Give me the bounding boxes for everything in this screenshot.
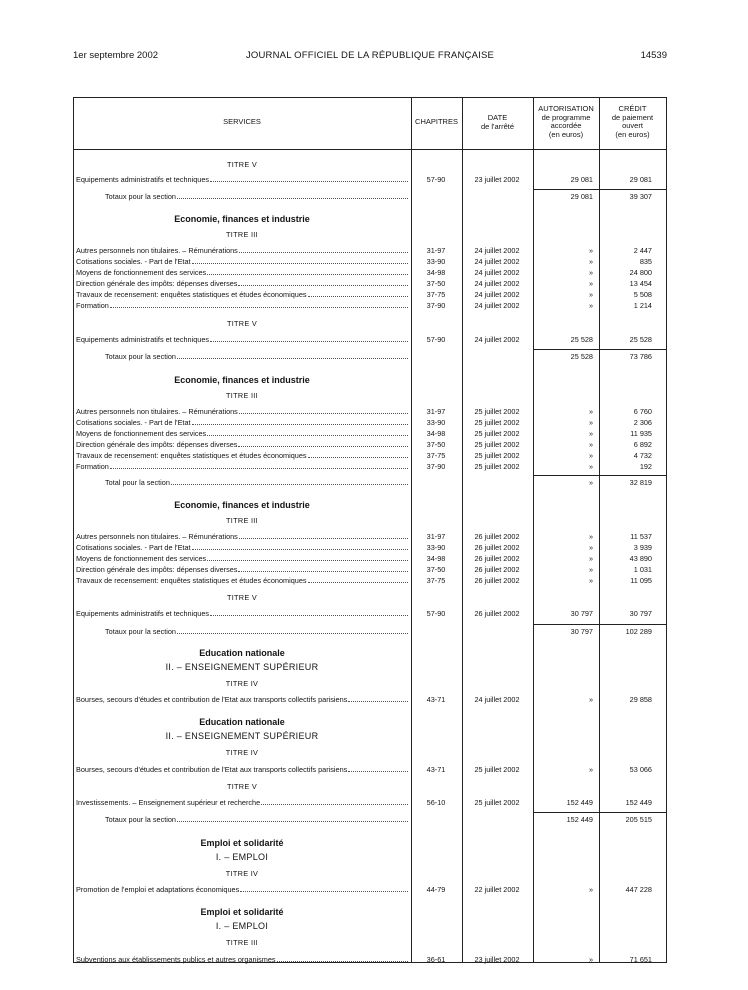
row-label-text: Cotisations sociales. - Part de l'Etat xyxy=(76,418,191,427)
journal-title: JOURNAL OFFICIEL DE LA RÉPUBLIQUE FRANÇAISE xyxy=(245,50,495,61)
row-label-text: Totaux pour la section xyxy=(105,815,176,824)
date-cell: 24 juillet 2002 xyxy=(474,290,520,299)
leader-dots xyxy=(207,429,408,436)
credit-cell: 1 214 xyxy=(633,301,652,310)
total-row-label xyxy=(105,192,409,201)
credit-cell: 4 732 xyxy=(633,451,652,460)
credit-cell: 11 935 xyxy=(630,429,652,438)
table-row-label xyxy=(76,246,409,255)
autorisation-cell: » xyxy=(588,576,593,585)
leader-dots xyxy=(308,576,408,583)
leader-dots xyxy=(238,440,408,447)
leader-dots xyxy=(210,175,408,182)
leader-dots xyxy=(177,192,408,199)
date-cell: 23 juillet 2002 xyxy=(474,955,520,964)
row-label-text: Direction générale des impôts: dépenses diverses xyxy=(76,279,238,288)
credit-cell: 3 939 xyxy=(633,543,652,552)
date-cell: 25 juillet 2002 xyxy=(474,451,520,460)
credit-cell: 73 786 xyxy=(629,352,652,361)
date-cell: 26 juillet 2002 xyxy=(474,576,520,585)
row-label-text: Equipements administratifs et techniques xyxy=(76,175,210,184)
date-cell: 25 juillet 2002 xyxy=(474,429,520,438)
credit-cell: 24 800 xyxy=(629,268,652,277)
autorisation-cell: » xyxy=(588,246,593,255)
autorisation-cell: 25 528 xyxy=(570,352,593,361)
chapitre-cell: 37-50 xyxy=(426,565,446,574)
titre-heading: TITRE III xyxy=(226,230,258,239)
date-cell: 24 juillet 2002 xyxy=(474,246,520,255)
leader-dots xyxy=(177,352,408,359)
total-rule xyxy=(533,189,666,190)
chapitre-cell: 37-75 xyxy=(426,290,446,299)
table-row-label xyxy=(76,451,409,460)
col-header-services: SERVICES xyxy=(223,117,261,126)
date-cell: 23 juillet 2002 xyxy=(474,175,520,184)
table-row-label xyxy=(76,175,409,184)
chapitre-cell: 34-98 xyxy=(426,554,446,563)
date-cell: 24 juillet 2002 xyxy=(474,268,520,277)
row-label-text: Equipements administratifs et techniques xyxy=(76,609,210,618)
col-rule-credit xyxy=(599,97,600,963)
leader-dots xyxy=(192,257,408,264)
leader-dots xyxy=(308,451,408,458)
section-heading: Emploi et solidarité xyxy=(200,907,284,917)
row-label-text: Equipements administratifs et techniques xyxy=(76,335,210,344)
credit-cell: 29 081 xyxy=(629,175,652,184)
table-row-label xyxy=(76,301,409,310)
table-row-label xyxy=(76,335,409,344)
leader-dots xyxy=(171,478,408,485)
row-label-text: Subventions aux établissements publics et autres organismes xyxy=(76,955,276,964)
autorisation-cell: » xyxy=(588,532,593,541)
total-row-label xyxy=(105,478,409,487)
autorisation-cell: » xyxy=(588,462,593,471)
chapitre-cell: 34-98 xyxy=(426,429,446,438)
date-cell: 25 juillet 2002 xyxy=(474,765,520,774)
credit-cell: 29 858 xyxy=(629,695,652,704)
col-rule-date xyxy=(462,97,463,963)
titre-heading: TITRE III xyxy=(226,391,258,400)
section-subheading: I. – EMPLOI xyxy=(215,921,269,931)
total-row-label xyxy=(105,627,409,636)
section-heading: Emploi et solidarité xyxy=(200,838,284,848)
row-label-text: Investissements. – Enseignement supérieur et recherche xyxy=(76,798,261,807)
date-cell: 25 juillet 2002 xyxy=(474,418,520,427)
leader-dots xyxy=(238,279,408,286)
col-rule-chapitres xyxy=(411,97,412,963)
autorisation-cell: 152 449 xyxy=(566,798,593,807)
table-row-label xyxy=(76,543,409,552)
section-subheading: I. – EMPLOI xyxy=(215,852,269,862)
date-cell: 25 juillet 2002 xyxy=(474,407,520,416)
credit-cell: 152 449 xyxy=(625,798,652,807)
row-label-text: Totaux pour la section xyxy=(105,627,176,636)
table-row-label xyxy=(76,418,409,427)
date-cell: 24 juillet 2002 xyxy=(474,695,520,704)
row-label-text: Promotion de l'emploi et adaptations économiques xyxy=(76,885,240,894)
chapitre-cell: 44-79 xyxy=(426,885,446,894)
leader-dots xyxy=(110,462,408,469)
section-heading: Economie, finances et industrie xyxy=(174,214,310,224)
total-rule xyxy=(533,349,666,350)
leader-dots xyxy=(207,268,408,275)
table-row-label xyxy=(76,532,409,541)
titre-heading: TITRE IV xyxy=(225,748,259,757)
row-label-text: Formation xyxy=(76,462,109,471)
autorisation-cell: » xyxy=(588,695,593,704)
table-top-rule xyxy=(73,97,667,98)
autorisation-cell: 30 797 xyxy=(570,627,593,636)
date-cell: 25 juillet 2002 xyxy=(474,440,520,449)
credit-cell: 11 095 xyxy=(630,576,652,585)
row-label-text: Autres personnels non titulaires. – Rémunérations xyxy=(76,532,238,541)
credit-cell: 2 447 xyxy=(633,246,652,255)
date-cell: 25 juillet 2002 xyxy=(474,462,520,471)
credits-table xyxy=(73,97,667,963)
row-label-text: Autres personnels non titulaires. – Rémunérations xyxy=(76,407,238,416)
header-bottom-rule xyxy=(73,149,667,150)
leader-dots xyxy=(240,885,408,892)
row-label-text: Cotisations sociales. - Part de l'Etat xyxy=(76,543,191,552)
autorisation-cell: » xyxy=(588,765,593,774)
autorisation-cell: » xyxy=(588,955,593,964)
chapitre-cell: 37-75 xyxy=(426,451,446,460)
titre-heading: TITRE III xyxy=(226,938,258,947)
autorisation-cell: » xyxy=(588,554,593,563)
section-subheading: II. – ENSEIGNEMENT SUPÉRIEUR xyxy=(165,662,319,672)
leader-dots xyxy=(277,955,408,962)
section-heading: Economie, finances et industrie xyxy=(174,500,310,510)
section-heading: Education nationale xyxy=(199,717,285,727)
table-row-label xyxy=(76,407,409,416)
autorisation-cell: 152 449 xyxy=(566,815,593,824)
autorisation-cell: 25 528 xyxy=(570,335,593,344)
col-header-chapitres: CHAPITRES xyxy=(415,117,458,126)
row-label-text: Direction générale des impôts: dépenses diverses xyxy=(76,440,238,449)
date-cell: 24 juillet 2002 xyxy=(474,279,520,288)
row-label-text: Totaux pour la section xyxy=(105,192,176,201)
row-label-text: Travaux de recensement: enquêtes statistiques et études économiques xyxy=(76,290,307,299)
table-row-label xyxy=(76,955,409,964)
leader-dots xyxy=(239,407,408,414)
table-row-label xyxy=(76,554,409,563)
table-row-label xyxy=(76,609,409,618)
credit-cell: 102 289 xyxy=(625,627,652,636)
credit-cell: 2 306 xyxy=(633,418,652,427)
titre-heading: TITRE V xyxy=(226,593,258,602)
chapitre-cell: 57-90 xyxy=(426,335,446,344)
table-row-label xyxy=(76,576,409,585)
credit-cell: 5 508 xyxy=(633,290,652,299)
leader-dots xyxy=(192,418,408,425)
leader-dots xyxy=(239,246,408,253)
leader-dots xyxy=(238,565,408,572)
row-label-text: Total pour la section xyxy=(105,478,170,487)
autorisation-cell: 29 081 xyxy=(570,175,593,184)
titre-heading: TITRE V xyxy=(226,782,258,791)
chapitre-cell: 37-50 xyxy=(426,279,446,288)
chapitre-cell: 33-90 xyxy=(426,257,446,266)
row-label-text: Travaux de recensement: enquêtes statistiques et études économiques xyxy=(76,576,307,585)
chapitre-cell: 56-10 xyxy=(426,798,446,807)
titre-heading: TITRE IV xyxy=(225,869,259,878)
credit-cell: 25 528 xyxy=(629,335,652,344)
leader-dots xyxy=(177,627,408,634)
chapitre-cell: 34-98 xyxy=(426,268,446,277)
credit-cell: 835 xyxy=(639,257,652,266)
total-rule xyxy=(533,812,666,813)
chapitre-cell: 43-71 xyxy=(426,765,446,774)
chapitre-cell: 37-90 xyxy=(426,462,446,471)
section-heading: Economie, finances et industrie xyxy=(174,375,310,385)
chapitre-cell: 31-97 xyxy=(426,246,446,255)
row-label-text: Bourses, secours d'études et contribution de l'Etat aux transports collectifs parisiens xyxy=(76,695,348,704)
header-date: 1er septembre 2002 xyxy=(73,50,159,61)
chapitre-cell: 37-90 xyxy=(426,301,446,310)
autorisation-cell: 30 797 xyxy=(570,609,593,618)
table-row-label xyxy=(76,429,409,438)
chapitre-cell: 37-50 xyxy=(426,440,446,449)
page-header xyxy=(73,50,667,64)
date-cell: 26 juillet 2002 xyxy=(474,543,520,552)
total-row-label xyxy=(105,352,409,361)
date-cell: 24 juillet 2002 xyxy=(474,257,520,266)
row-label-text: Moyens de fonctionnement des services xyxy=(76,554,207,563)
table-row-label xyxy=(76,440,409,449)
row-label-text: Direction générale des impôts: dépenses diverses xyxy=(76,565,238,574)
leader-dots xyxy=(177,815,408,822)
section-heading: Education nationale xyxy=(199,648,285,658)
autorisation-cell: » xyxy=(588,279,593,288)
credit-cell: 39 307 xyxy=(629,192,652,201)
credit-cell: 6 760 xyxy=(633,407,652,416)
table-row-label xyxy=(76,279,409,288)
row-label-text: Cotisations sociales. - Part de l'Etat xyxy=(76,257,191,266)
credit-cell: 30 797 xyxy=(629,609,652,618)
table-row-label xyxy=(76,290,409,299)
section-subheading: II. – ENSEIGNEMENT SUPÉRIEUR xyxy=(165,731,319,741)
leader-dots xyxy=(261,798,408,805)
chapitre-cell: 31-97 xyxy=(426,532,446,541)
page-number: 14539 xyxy=(640,50,667,61)
leader-dots xyxy=(348,765,408,772)
autorisation-cell: » xyxy=(588,268,593,277)
autorisation-cell: 29 081 xyxy=(570,192,593,201)
date-cell: 26 juillet 2002 xyxy=(474,532,520,541)
row-label-text: Formation xyxy=(76,301,109,310)
credit-cell: 71 651 xyxy=(629,955,652,964)
date-cell: 25 juillet 2002 xyxy=(474,798,520,807)
table-row-label xyxy=(76,885,409,894)
credit-cell: 53 066 xyxy=(629,765,652,774)
leader-dots xyxy=(110,301,408,308)
chapitre-cell: 43-71 xyxy=(426,695,446,704)
credit-cell: 447 228 xyxy=(625,885,652,894)
autorisation-cell: » xyxy=(588,543,593,552)
autorisation-cell: » xyxy=(588,451,593,460)
col-header-date: DATE de l'arrêté xyxy=(480,113,515,131)
chapitre-cell: 36-61 xyxy=(426,955,446,964)
total-row-label xyxy=(105,815,409,824)
table-row-label xyxy=(76,268,409,277)
total-rule xyxy=(533,624,666,625)
leader-dots xyxy=(207,554,408,561)
autorisation-cell: » xyxy=(588,440,593,449)
credit-cell: 1 031 xyxy=(633,565,652,574)
autorisation-cell: » xyxy=(588,478,593,487)
row-label-text: Moyens de fonctionnement des services xyxy=(76,429,207,438)
autorisation-cell: » xyxy=(588,257,593,266)
row-label-text: Autres personnels non titulaires. – Rémunérations xyxy=(76,246,238,255)
col-rule-autorisation xyxy=(533,97,534,963)
autorisation-cell: » xyxy=(588,407,593,416)
col-rule-right xyxy=(666,97,667,963)
credit-cell: 205 515 xyxy=(625,815,652,824)
chapitre-cell: 57-90 xyxy=(426,175,446,184)
date-cell: 26 juillet 2002 xyxy=(474,565,520,574)
titre-heading: TITRE V xyxy=(226,319,258,328)
date-cell: 26 juillet 2002 xyxy=(474,554,520,563)
chapitre-cell: 37-75 xyxy=(426,576,446,585)
row-label-text: Bourses, secours d'études et contribution de l'Etat aux transports collectifs parisiens xyxy=(76,765,348,774)
credit-cell: 192 xyxy=(639,462,652,471)
leader-dots xyxy=(308,290,408,297)
table-row-label xyxy=(76,765,409,774)
chapitre-cell: 31-97 xyxy=(426,407,446,416)
date-cell: 22 juillet 2002 xyxy=(474,885,520,894)
total-rule xyxy=(533,475,666,476)
row-label-text: Totaux pour la section xyxy=(105,352,176,361)
autorisation-cell: » xyxy=(588,418,593,427)
credit-cell: 13 454 xyxy=(629,279,652,288)
leader-dots xyxy=(192,543,408,550)
date-cell: 24 juillet 2002 xyxy=(474,335,520,344)
credit-cell: 32 819 xyxy=(629,478,652,487)
table-row-label xyxy=(76,462,409,471)
chapitre-cell: 33-90 xyxy=(426,543,446,552)
titre-heading: TITRE IV xyxy=(225,679,259,688)
table-row-label xyxy=(76,565,409,574)
leader-dots xyxy=(348,695,408,702)
autorisation-cell: » xyxy=(588,301,593,310)
credit-cell: 6 892 xyxy=(633,440,652,449)
table-row-label xyxy=(76,257,409,266)
autorisation-cell: » xyxy=(588,429,593,438)
table-row-label xyxy=(76,798,409,807)
col-header-autorisation: AUTORISATION de programme accordée (en euros) xyxy=(538,104,594,139)
leader-dots xyxy=(210,609,408,616)
table-row-label xyxy=(76,695,409,704)
autorisation-cell: » xyxy=(588,565,593,574)
titre-heading: TITRE V xyxy=(226,160,258,169)
row-label-text: Travaux de recensement: enquêtes statistiques et études économiques xyxy=(76,451,307,460)
autorisation-cell: » xyxy=(588,290,593,299)
credit-cell: 43 890 xyxy=(629,554,652,563)
chapitre-cell: 33-90 xyxy=(426,418,446,427)
col-header-credit: CRÉDIT de paiement ouvert (en euros) xyxy=(611,104,654,139)
leader-dots xyxy=(239,532,408,539)
leader-dots xyxy=(210,335,408,342)
date-cell: 24 juillet 2002 xyxy=(474,301,520,310)
credit-cell: 11 537 xyxy=(630,532,652,541)
chapitre-cell: 57-90 xyxy=(426,609,446,618)
autorisation-cell: » xyxy=(588,885,593,894)
col-rule-left xyxy=(73,97,74,963)
date-cell: 26 juillet 2002 xyxy=(474,609,520,618)
titre-heading: TITRE III xyxy=(226,516,258,525)
row-label-text: Moyens de fonctionnement des services xyxy=(76,268,207,277)
